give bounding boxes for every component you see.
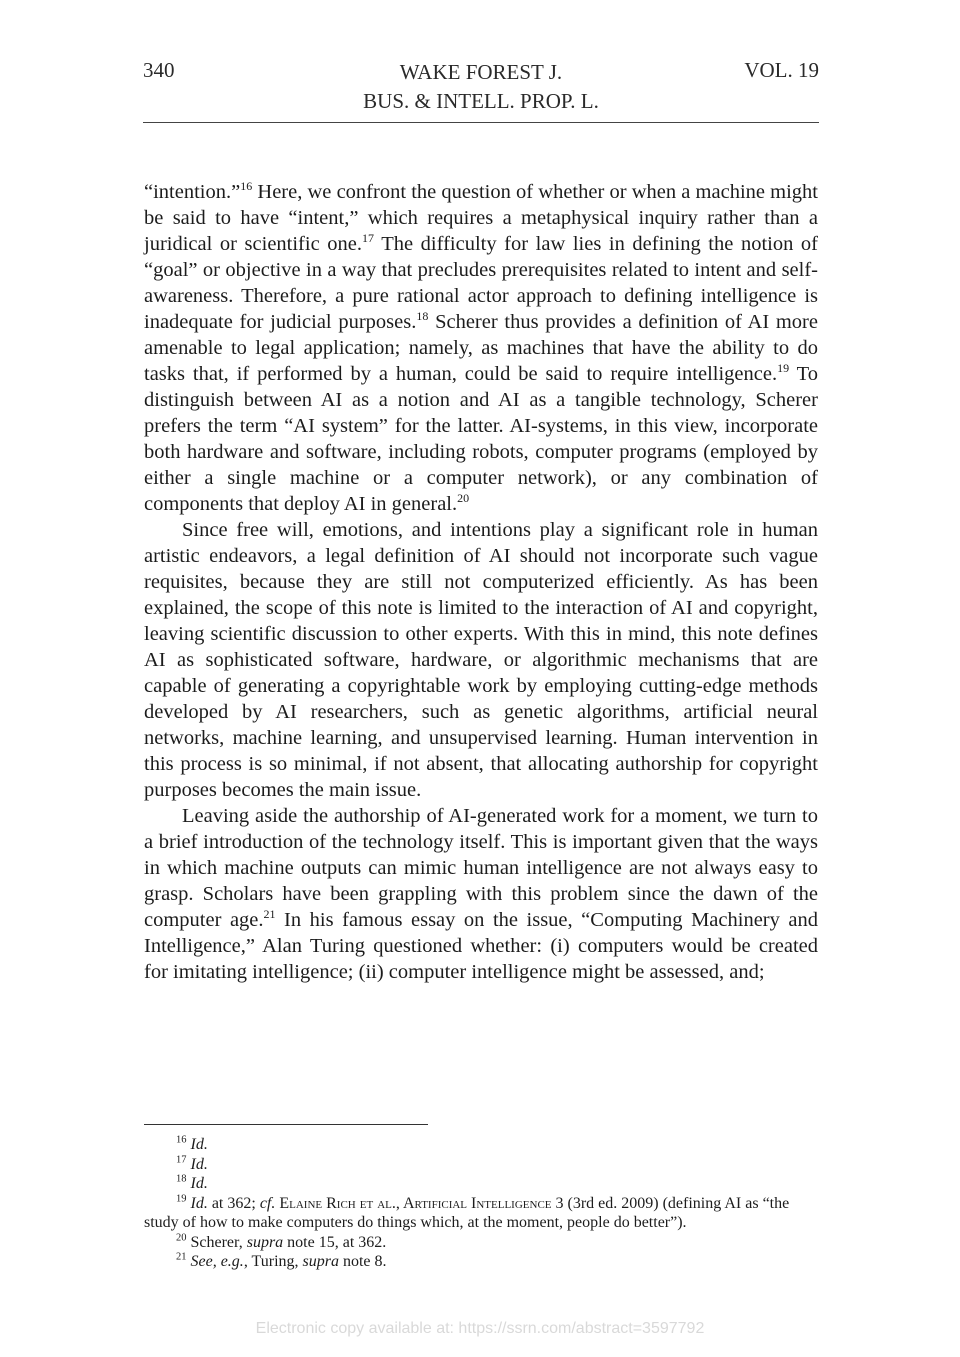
page-number: 340 — [143, 58, 175, 82]
footnote-rule — [144, 1124, 428, 1125]
footnote-17: $^{17}$ Id. — [176, 1154, 208, 1173]
citation-author-title: Elaine Rich et al., Artificial Intelligence — [275, 1194, 552, 1212]
footnote-19: $^{19}$ Id. at 362; cf. Elaine Rich et al., Artificial Intelligence 3 (3rd ed. 2009) (defining AI as “the study of how to make computers do things which, at the moment, people do better”). — [144, 1193, 790, 1231]
journal-title-line-2: BUS. & INTELL. PROP. L. — [363, 89, 599, 113]
ssrn-watermark: Electronic copy available at: https://ssrn.com/abstract=3597792 — [255, 1320, 705, 1337]
paragraph-3: Leaving aside the authorship of AI-generated work for a moment, we turn to a brief introduction of the technology itself. This is important given that the ways in which machine outputs can mimic human intelligence are not always easy to grasp. Scholars have been grappling with this problem since the dawn of the computer age.$^{21}$ In his famous essay on the issue, “Computing Machinery and Intelligence,” Alan Turing questioned whether: (i) computers would be created for imitating intelligence; (ii) computer intelligence might be assessed, and; — [144, 805, 818, 983]
footnote-ref-18[interactable]: 18 — [416, 309, 429, 324]
footnotes — [144, 1135, 820, 1272]
footnote-21: $^{21}$ See, e.g., Turing, supra note 8. — [176, 1251, 387, 1270]
volume-label: VOL. 19 — [744, 58, 819, 82]
journal-title — [143, 58, 819, 116]
footnote-ref-19[interactable]: 19 — [777, 361, 790, 376]
header-rule — [143, 122, 819, 123]
footnote-20: $^{20}$ Scherer, supra note 15, at 362. — [176, 1232, 387, 1251]
paragraph-2: Since free will, emotions, and intentions play a significant role in human artistic endeavors, a legal definition of AI should not incorporate such vague requisites, because they are still not computerized efficiently. As has been explained, the scope of this note is limited to the interaction of AI and copyright, leaving scientific discussion to other experts. With this in mind, this note defines AI as sophisticated software, hardware, or algorithmic mechanisms that are capable of generating a copyrightable work by employing cutting-edge methods developed by AI researchers, such as genetic algorithms, artificial neural networks, machine learning, and unsupervised learning. Human intervention in this process is so minimal, if not absent, that allocating authorship for copyright purposes becomes the main issue. — [144, 519, 818, 801]
footnote-16: $^{16}$ Id. — [176, 1134, 208, 1153]
footnote-ref-21[interactable]: 21 — [263, 907, 276, 922]
body-text — [144, 179, 818, 985]
footnote-ref-17[interactable]: 17 — [362, 231, 374, 246]
running-header — [143, 58, 819, 118]
journal-title-line-1: WAKE FOREST J. — [399, 60, 563, 84]
footnote-ref-16[interactable]: 16 — [240, 179, 253, 194]
footnote-ref-20[interactable]: 20 — [457, 491, 470, 506]
paragraph-1: “intention.”$^{16}$ Here, we confront the question of whether or when a machine might be said to have “intent,” which requires a metaphysical inquiry rather than a juridical or scientific one.$^{17}$ The difficulty for law lies in defining the notion of “goal” or objective in a way that precludes prerequisites related to intent and self-awareness. Therefore, a pure rational actor approach to defining intelligence is inadequate for judicial purposes.$^{18}$ Scherer thus provides a definition of AI more amenable to legal application; namely, as machines that have the ability to do tasks that, if performed by a human, could be said to require intelligence.$^{19}$ To distinguish between AI as a notion and AI as a tangible technology, Scherer prefers the term “AI system” for the latter. AI-systems, in this view, incorporate both hardware and software, including robots, computer programs (employed by either a single machine or a computer network), or any combination of components that deploy AI in general.$^{20}$ — [144, 179, 818, 515]
footnote-18: $^{18}$ Id. — [176, 1173, 208, 1192]
